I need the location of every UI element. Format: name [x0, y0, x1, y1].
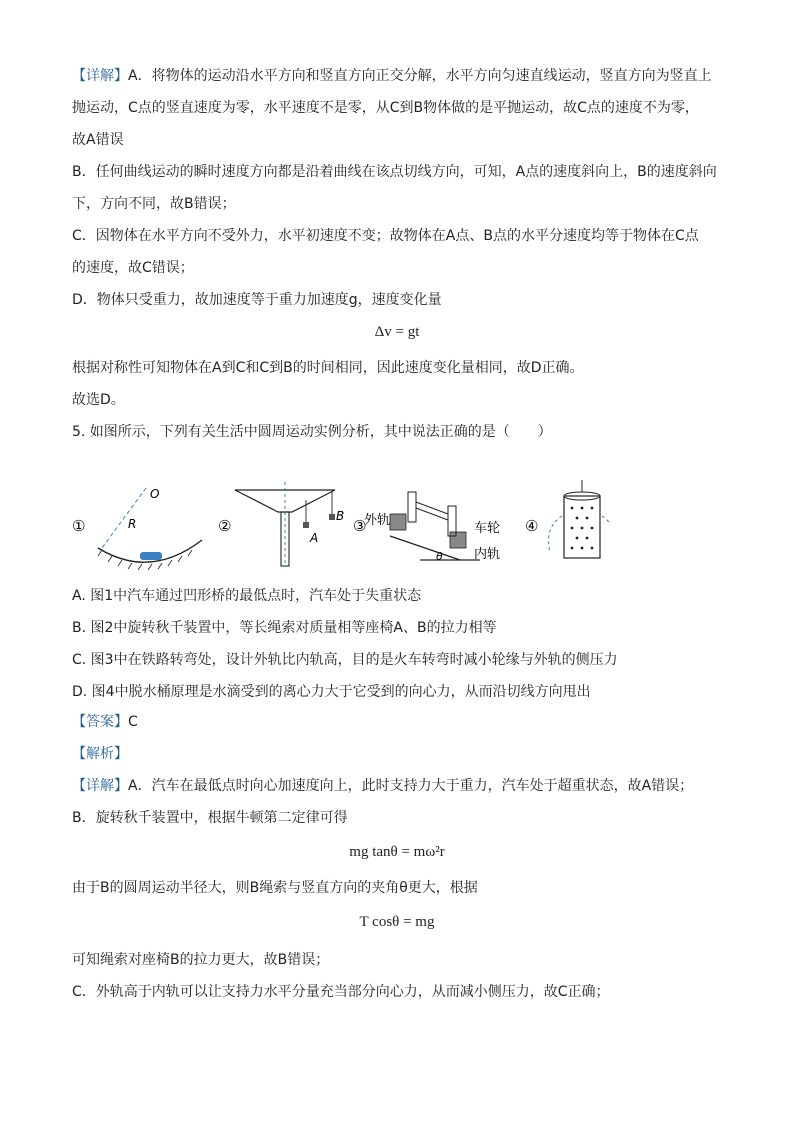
radius-line — [102, 488, 146, 548]
fig3-label-outer-rail: 外轨 — [364, 513, 391, 528]
fig4-number: ④ — [525, 517, 539, 535]
text-span: A．汽车在最低点时向心加速度向上，此时支持力大于重力，汽车处于超重状态，故A错误； — [128, 778, 694, 794]
text-line: 由于B的圆周运动半径大，则B绳索与竖直方向的夹角θ更大，根据 — [72, 880, 478, 896]
seat-B — [329, 514, 335, 520]
analysis-line — [72, 744, 732, 764]
fig1-label-R: R — [128, 517, 137, 531]
car-icon — [140, 552, 162, 560]
text-line: 故选D。 — [72, 392, 125, 408]
drum-holes — [571, 507, 594, 550]
seat-A — [303, 522, 309, 528]
equation: mg tanθ = mω²r — [349, 844, 445, 860]
answer-line — [72, 712, 732, 732]
answer-value: C — [128, 714, 138, 730]
text-line: 可知绳索对座椅B的拉力更大，故B错误； — [72, 952, 330, 968]
text-line: 抛运动，C点的竖直速度为零，水平速度不是零，从C到B物体做的是平抛运动，故C点的速度不为零， — [72, 100, 699, 116]
rail-slope — [390, 536, 460, 560]
text-line: C．外轨高于内轨可以让支持力水平分量充当部分向心力，从而减小侧压力，故C正确； — [72, 984, 610, 1000]
answer-tag: 【答案】 — [72, 714, 128, 730]
solution-line — [72, 776, 732, 796]
figures-svg — [70, 476, 610, 576]
train-axle — [408, 492, 456, 536]
option-d: D. 图4中脱水桶原理是水滴受到的离心力大于它受到的向心力，从而沿切线方向甩出 — [72, 684, 591, 700]
question-5: 5. 如图所示，下列有关生活中圆周运动实例分析，其中说法正确的是（ ） — [72, 424, 552, 440]
water-spray-right — [602, 516, 610, 552]
text-line: 下，方向不同，故B错误； — [72, 196, 236, 212]
text-line: 故A错误 — [72, 132, 124, 148]
fig2-label-A: A — [310, 531, 319, 545]
fig3-number: ③ — [353, 517, 367, 535]
water-spray-left — [549, 516, 563, 552]
figures-row — [70, 476, 610, 576]
fig3-label-theta: θ — [436, 550, 443, 563]
fig3-label-inner-rail: 内轨 — [474, 547, 501, 562]
text-line: D．物体只受重力，故加速度等于重力加速度g，速度变化量 — [72, 292, 442, 308]
equation: Δv = gt — [374, 324, 420, 340]
option-c: C. 图3中在铁路转弯处，设计外轨比内轨高，目的是火车转弯时减小轮缘与外轨的侧压力 — [72, 652, 618, 668]
detail-tag-2: 【详解】 — [72, 778, 128, 794]
text-line: B．任何曲线运动的瞬时速度方向都是沿着曲线在该点切线方向，可知，A点的速度斜向上，B的速度斜向 — [72, 164, 717, 180]
fig1-label-O: O — [150, 487, 160, 501]
text-span: A．将物体的运动沿水平方向和竖直方向正交分解，水平方向匀速直线运动，竖直方向为竖直上 — [128, 68, 712, 84]
equation: T cosθ = mg — [359, 914, 435, 930]
option-a: A. 图1中汽车通过凹形桥的最低点时，汽车处于失重状态 — [72, 588, 422, 604]
fig1-number: ① — [72, 517, 86, 535]
text-line: B．旋转秋千装置中，根据牛顿第二定律可得 — [72, 810, 348, 826]
fig3-label-wheel: 车轮 — [474, 521, 501, 536]
fig2-number: ② — [218, 517, 232, 535]
text-line: 根据对称性可知物体在A到C和C到B的时间相同，因此速度变化量相同，故D正确。 — [72, 360, 584, 376]
text-line: 的速度，故C错误； — [72, 260, 194, 276]
fig2-label-B: B — [336, 509, 345, 523]
option-b: B. 图2中旋转秋千装置中，等长绳索对质量相等座椅A、B的拉力相等 — [72, 620, 497, 636]
detail-tag: 【详解】 — [72, 68, 128, 84]
text-line: C．因物体在水平方向不受外力，水平初速度不变；故物体在A点、B点的水平分速度均等于物体在C点 — [72, 228, 699, 244]
analysis-tag: 【解析】 — [72, 746, 128, 762]
text-line — [72, 66, 732, 86]
train-wheels — [390, 514, 466, 548]
